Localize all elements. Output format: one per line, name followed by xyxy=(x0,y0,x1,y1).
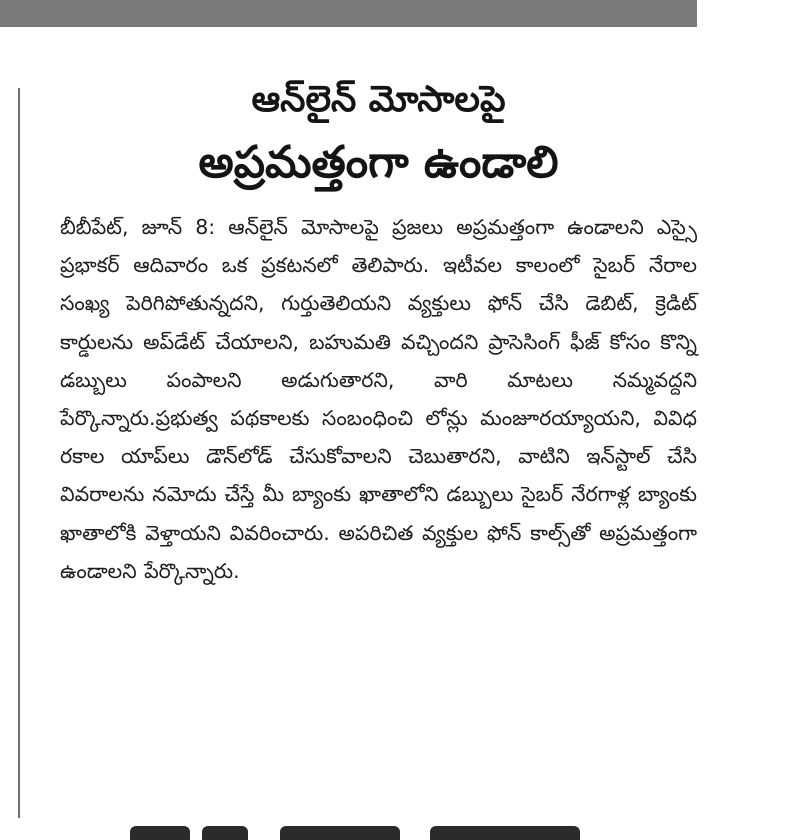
page-right-margin xyxy=(697,0,800,840)
page-top-banner xyxy=(0,0,697,27)
article-body-text: బీబీపేట్, జూన్ 8: ఆన్‌లైన్ మోసాలపై ప్రజలు అప్రమత్తంగా ఉండాలని ఎస్సై ప్రభాకర్ ఆదివారం ఒక ప్రకటనలో తెలిపారు. ఇటీవల కాలంలో సైబర్ నేరాల సంఖ్య పెరిగిపోతున్నదని, గుర్తుతెలియని వ్యక్తులు ఫోన్ చేసి డెబిట్, క్రెడిట్ కార్డులను అప్‌డేట్ చేయాలని, బహుమతి వచ్చిందని ప్రాసెసింగ్ ఫీజ్ కోసం కొన్ని డబ్బులు పంపాలని అడుగుతారని, వారి మాటలు నమ్మవద్దని పేర్కొన్నారు.ప్రభుత్వ పథకాలకు సంబంధించి లోన్లు మంజూరయ్యాయని, వివిధ రకాల యాప్‌లు డౌన్‌లోడ్ చేసుకోవాలని చెబుతారని, వాటిని ఇన్‌స్టాల్ చేసి వివరాలను నమోదు చేస్తే మీ బ్యాంకు ఖాతాలోని డబ్బులు సైబర్ నేరగాళ్ల బ్యాంకు ఖాతాలోకి వెళ్తాయని వివరించారు. అపరిచిత వ్యక్తుల ఫోన్ కాల్స్‌తో అప్రమత్తంగా ఉండాలని పేర్కొన్నారు. xyxy=(60,215,697,583)
news-article xyxy=(60,72,697,590)
next-article-headline-cropped xyxy=(130,820,630,840)
headline-line-1: ఆన్‌లైన్ మోసాలపై xyxy=(251,79,506,120)
article-headline xyxy=(60,72,697,196)
column-divider-rule xyxy=(18,88,20,818)
headline-line-2: అప్రమత్తంగా ఉండాలి xyxy=(198,137,559,188)
